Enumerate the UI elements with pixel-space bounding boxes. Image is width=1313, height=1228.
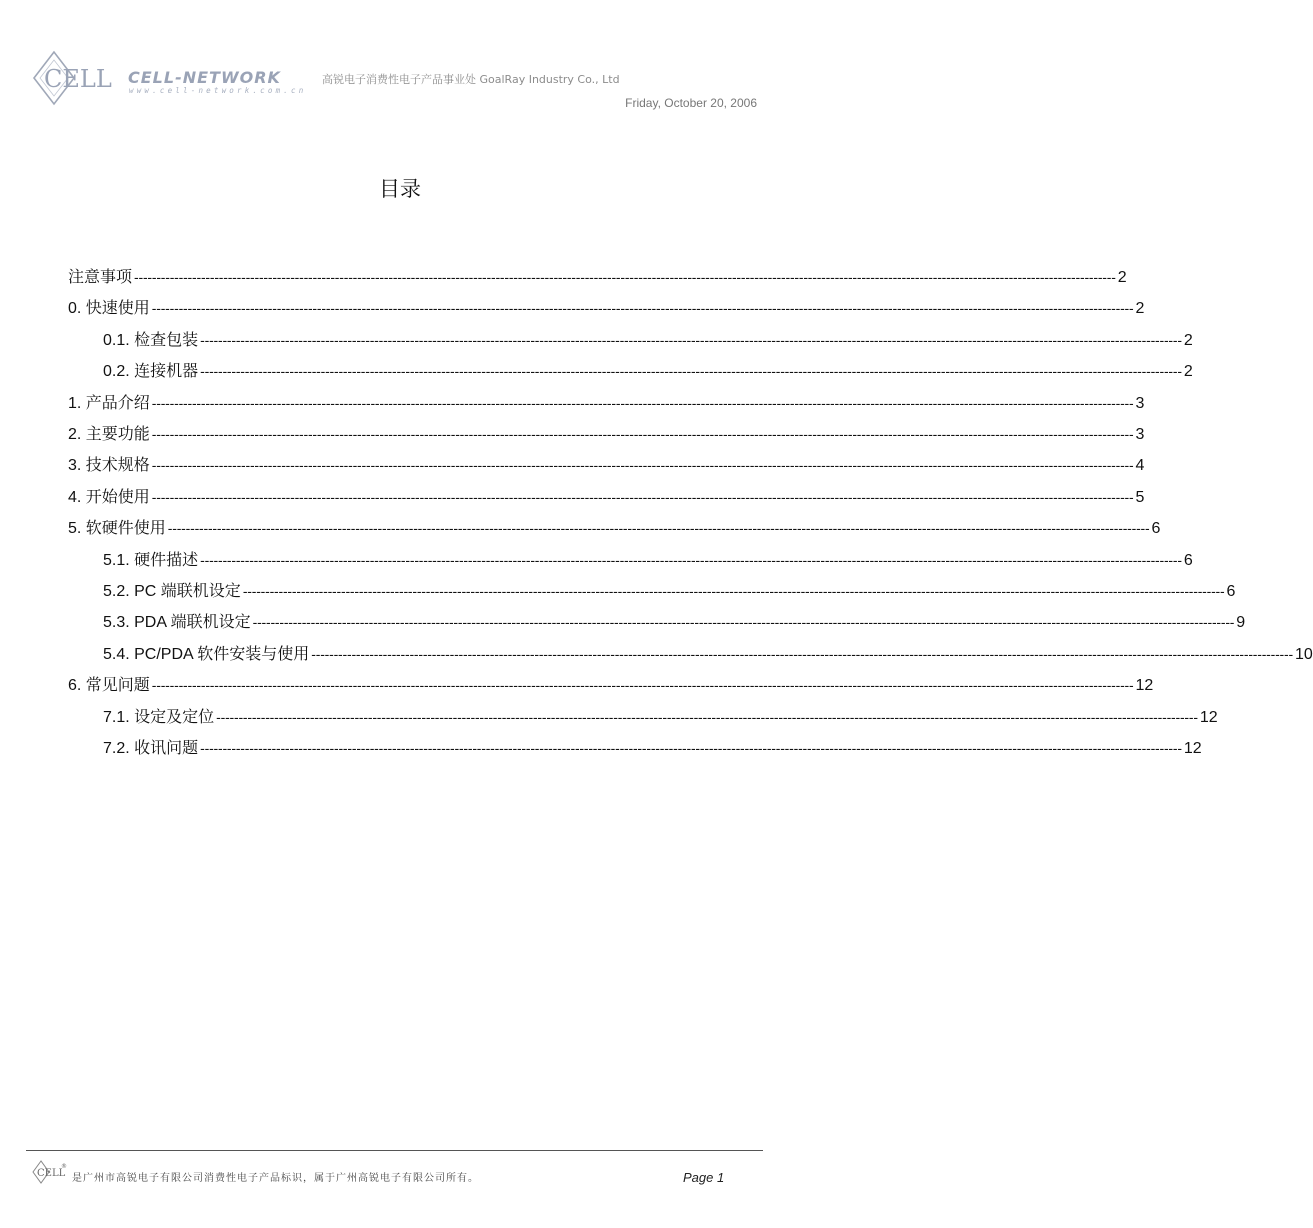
toc-entry-page: 6 xyxy=(1226,583,1236,600)
toc-entry-label: 2. 主要功能 xyxy=(68,426,150,443)
toc-dot-leader: ---------------------------------------------------------------------------------------------------------------------------------------------------------------------------------------------------------------------------- xyxy=(200,740,1182,756)
toc-entry-label: 0. 快速使用 xyxy=(68,300,150,318)
toc-entry-label: 5.4. PC/PDA 软件安装与使用 xyxy=(103,645,310,663)
toc-entry-page: 5 xyxy=(1135,488,1145,506)
footer-page-number: Page 1 xyxy=(683,1170,725,1185)
brand-url: www.cell-network.com.cn xyxy=(129,86,307,95)
toc-entry-page: 12 xyxy=(1183,740,1202,757)
toc-entry[interactable] xyxy=(68,515,1161,538)
toc-dot-leader: ---------------------------------------------------------------------------------------------------------------------------------------------------------------------------------------------------------------------------- xyxy=(134,269,1116,285)
svg-text:®: ® xyxy=(61,1163,67,1170)
toc-dot-leader: ---------------------------------------------------------------------------------------------------------------------------------------------------------------------------------------------------------------------------- xyxy=(200,363,1182,380)
toc-entry[interactable] xyxy=(103,704,1218,726)
toc-dot-leader: ---------------------------------------------------------------------------------------------------------------------------------------------------------------------------------------------------------------------------- xyxy=(242,583,1225,599)
toc-entry-page: 3 xyxy=(1135,426,1145,443)
toc-entry-page: 10 xyxy=(1294,645,1313,663)
footer-text: 是广州市高锐电子有限公司消费性电子产品标识，属于广州高锐电子有限公司所有。 xyxy=(72,1173,479,1184)
toc-entry-page: 2 xyxy=(1183,363,1193,381)
toc-dot-leader: ---------------------------------------------------------------------------------------------------------------------------------------------------------------------------------------------------------------------------- xyxy=(200,331,1182,348)
toc-dot-leader: ---------------------------------------------------------------------------------------------------------------------------------------------------------------------------------------------------------------------------- xyxy=(200,551,1182,568)
toc-entry[interactable] xyxy=(103,609,1246,632)
toc-entry-label: 4. 开始使用 xyxy=(68,488,150,506)
toc-entry-page: 4 xyxy=(1135,457,1145,475)
toc-entry-label: 7.1. 设定及定位 xyxy=(103,708,215,726)
toc-entry[interactable] xyxy=(68,421,1145,443)
toc-entry[interactable] xyxy=(103,327,1193,349)
toc-dot-leader: ---------------------------------------------------------------------------------------------------------------------------------------------------------------------------------------------------------------------------- xyxy=(151,426,1134,442)
toc-entry-label: 0.2. 连接机器 xyxy=(103,363,199,381)
footer-logo xyxy=(32,1160,66,1184)
toc-entry[interactable] xyxy=(68,390,1145,412)
toc-entry[interactable] xyxy=(103,547,1193,569)
header-date: Friday, October 20, 2006 xyxy=(625,96,757,110)
toc-entry-label: 5. 软硬件使用 xyxy=(68,520,166,538)
toc-entry-label: 6. 常见问题 xyxy=(68,677,150,695)
toc-dot-leader: ---------------------------------------------------------------------------------------------------------------------------------------------------------------------------------------------------------------------------- xyxy=(151,394,1134,411)
toc-entry-page: 12 xyxy=(1135,677,1154,695)
footer-divider xyxy=(26,1150,763,1151)
footer-logo-text: CELL xyxy=(37,1168,66,1179)
toc-dot-leader: ---------------------------------------------------------------------------------------------------------------------------------------------------------------------------------------------------------------------------- xyxy=(216,708,1198,725)
toc-entry-label: 3. 技术规格 xyxy=(68,457,150,475)
toc-entry[interactable] xyxy=(68,452,1145,475)
toc-dot-leader: ---------------------------------------------------------------------------------------------------------------------------------------------------------------------------------------------------------------------------- xyxy=(311,645,1293,662)
toc-dot-leader: ---------------------------------------------------------------------------------------------------------------------------------------------------------------------------------------------------------------------------- xyxy=(151,300,1134,317)
toc-entry-label: 5.2. PC 端联机设定 xyxy=(103,583,241,600)
toc-entry-page: 2 xyxy=(1183,331,1193,349)
brand-name: CELL-NETWORK xyxy=(128,68,281,87)
logo-text: CELL xyxy=(44,65,112,93)
cell-logo xyxy=(32,50,122,106)
toc-dot-leader: ---------------------------------------------------------------------------------------------------------------------------------------------------------------------------------------------------------------------------- xyxy=(151,488,1134,505)
toc-entry-label: 5.3. PDA 端联机设定 xyxy=(103,614,251,632)
toc-entry-label: 0.1. 检查包装 xyxy=(103,331,199,349)
toc-entry[interactable] xyxy=(68,295,1145,318)
toc-dot-leader: ---------------------------------------------------------------------------------------------------------------------------------------------------------------------------------------------------------------------------- xyxy=(151,457,1134,474)
toc-entry-page: 6 xyxy=(1151,520,1161,538)
toc-entry[interactable] xyxy=(68,264,1127,286)
toc-entry-label: 5.1. 硬件描述 xyxy=(103,551,199,569)
toc-entry[interactable] xyxy=(103,358,1193,381)
toc-entry-label: 注意事项 xyxy=(68,269,133,286)
toc-dot-leader: ---------------------------------------------------------------------------------------------------------------------------------------------------------------------------------------------------------------------------- xyxy=(252,614,1235,631)
toc-entry-page: 2 xyxy=(1135,300,1145,318)
toc-entry[interactable] xyxy=(103,578,1236,600)
toc-entry-page: 12 xyxy=(1199,708,1218,726)
toc-entry-page: 9 xyxy=(1236,614,1246,632)
page-title: 目录 xyxy=(379,177,421,201)
company-name: 高锐电子消费性电子产品事业处 GoalRay Industry Co., Ltd xyxy=(322,73,620,86)
toc-entry-label: 7.2. 收讯问题 xyxy=(103,740,199,757)
toc-entry[interactable] xyxy=(68,672,1154,695)
toc-entry-page: 2 xyxy=(1117,269,1127,286)
toc-entry[interactable] xyxy=(103,735,1202,757)
toc-entry[interactable] xyxy=(103,641,1313,663)
toc-entry-page: 6 xyxy=(1183,551,1193,569)
toc-dot-leader: ---------------------------------------------------------------------------------------------------------------------------------------------------------------------------------------------------------------------------- xyxy=(167,520,1150,537)
toc-entry-label: 1. 产品介绍 xyxy=(68,394,150,412)
toc-entry-page: 3 xyxy=(1135,394,1145,412)
toc-entry[interactable] xyxy=(68,484,1145,506)
toc-dot-leader: ---------------------------------------------------------------------------------------------------------------------------------------------------------------------------------------------------------------------------- xyxy=(151,677,1134,694)
